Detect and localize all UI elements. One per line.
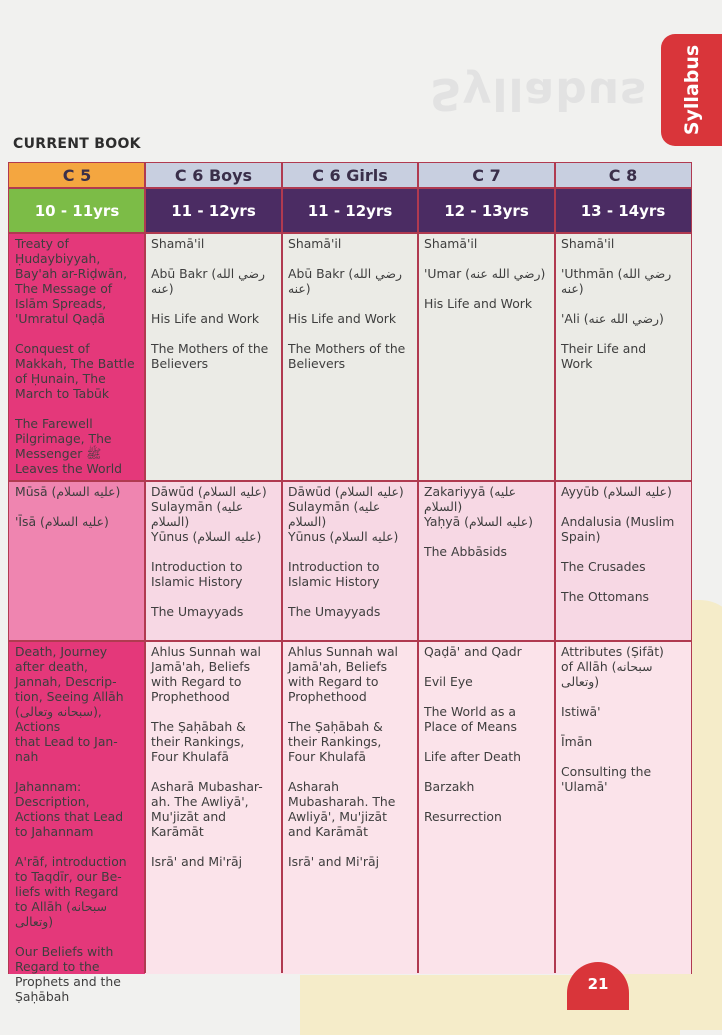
topic-item: The Ṣaḥābah & their Rankings, Four Khulafā — [151, 719, 246, 764]
topic-item: Isrā' and Mi'rāj — [288, 854, 380, 869]
topic-item: Dāwūd (عليه السلام) Sulaymān (عليه السلام) Yūnus (عليه السلام) — [288, 484, 404, 544]
topic-item: Asharah Mubasharah. The Awliyā', Mu'jizāt and Karāmāt — [288, 779, 396, 839]
age-header: 12 - 13yrs — [418, 188, 555, 233]
topic-item: Shamā'il — [561, 236, 615, 251]
syllabus-cell — [282, 481, 418, 641]
syllabus-table — [8, 162, 692, 1004]
topic-item: 'Ali (رضي الله عنه) — [561, 311, 664, 326]
topic-item: The Umayyads — [151, 604, 244, 619]
topic-item: Barzakh — [424, 779, 475, 794]
topic-item: Our Beliefs with Regard to the Prophets and the Ṣaḥābah — [15, 944, 121, 1004]
row-divider — [9, 640, 691, 642]
column-header: C 6 Girls — [282, 163, 418, 188]
syllabus-cell — [418, 641, 555, 974]
topic-item: Ayyūb (عليه السلام) — [561, 484, 672, 499]
topic-item: The Ottomans — [561, 589, 650, 604]
topic-item: Qaḍā' and Qadr — [424, 644, 522, 659]
topic-item: 'Īsā (عليه السلام) — [15, 514, 109, 529]
topic-item: Consulting the 'Ulamā' — [561, 764, 652, 794]
topic-item: His Life and Work — [288, 311, 397, 326]
syllabus-cell — [282, 641, 418, 974]
topic-item: The Ṣaḥābah & their Rankings, Four Khulafā — [288, 719, 383, 764]
column-divider — [554, 163, 556, 973]
topic-item: The Mothers of the Believers — [288, 341, 406, 371]
column-divider — [417, 163, 419, 973]
topic-item: Their Life and Work — [561, 341, 647, 371]
topic-item: Abū Bakr (رضي الله عنه) — [151, 266, 266, 296]
topic-item: A'rāf, introduction to Taqdīr, our Be- liefs with Regard to Allāh (سبحانه وتعالى) — [15, 854, 127, 929]
topic-item: The World as a Place of Means — [424, 704, 517, 734]
topic-item: Ahlus Sunnah wal Jamā'ah, Beliefs with Regard to Prophethood — [151, 644, 261, 704]
syllabus-cell — [9, 641, 145, 1004]
topic-item: Ahlus Sunnah wal Jamā'ah, Beliefs with Regard to Prophethood — [288, 644, 398, 704]
side-tab — [661, 34, 722, 146]
syllabus-cell — [9, 233, 145, 481]
topic-item: Abū Bakr (رضي الله عنه) — [288, 266, 403, 296]
syllabus-cell — [418, 481, 555, 641]
ghost-title: Syllabus — [430, 68, 648, 119]
topic-item: Asharā Mubashar- ah. The Awliyā', Mu'jizāt and Karāmāt — [151, 779, 263, 839]
topic-item: Evil Eye — [424, 674, 473, 689]
topic-item: His Life and Work — [424, 296, 533, 311]
topic-item: His Life and Work — [151, 311, 260, 326]
row-divider — [9, 232, 691, 234]
topic-item: Attributes (Ṣifāt) of Allāh (سبحانه وتعالى) — [561, 644, 664, 689]
age-header: 10 - 11yrs — [9, 188, 145, 233]
topic-item: Death, Journey after death, Jannah, Descrip- tion, Seeing Allāh (سبحانه وتعالى), Actions that Lead to Jan- nah — [15, 644, 124, 764]
topic-item: Mūsā (عليه السلام) — [15, 484, 121, 499]
age-header: 13 - 14yrs — [555, 188, 691, 233]
topic-item: Jahannam: Description, Actions that Lead to Jahannam — [15, 779, 124, 839]
column-header: C 6 Boys — [145, 163, 282, 188]
topic-item: Resurrection — [424, 809, 502, 824]
topic-item: Shamā'il — [151, 236, 205, 251]
syllabus-cell — [555, 481, 691, 641]
syllabus-cell — [145, 641, 282, 974]
column-header: C 8 — [555, 163, 691, 188]
syllabus-cell — [418, 233, 555, 481]
topic-item: Istiwā' — [561, 704, 601, 719]
row-divider — [9, 187, 691, 189]
topic-item: Dāwūd (عليه السلام) Sulaymān (عليه السلام) Yūnus (عليه السلام) — [151, 484, 267, 544]
topic-item: The Abbāsids — [424, 544, 508, 559]
topic-item: Shamā'il — [288, 236, 342, 251]
row-divider — [9, 480, 691, 482]
age-header: 11 - 12yrs — [282, 188, 418, 233]
column-header: C 5 — [9, 163, 145, 188]
topic-item: Andalusia (Muslim Spain) — [561, 514, 675, 544]
topic-item: 'Umar (رضي الله عنه) — [424, 266, 546, 281]
age-header: 11 - 12yrs — [145, 188, 282, 233]
syllabus-cell — [555, 641, 691, 974]
topic-item: Life after Death — [424, 749, 521, 764]
topic-item: 'Uthmān (رضي الله عنه) — [561, 266, 672, 296]
topic-item: Īmān — [561, 734, 593, 749]
topic-item: Introduction to Islamic History — [151, 559, 243, 589]
topic-item: Isrā' and Mi'rāj — [151, 854, 243, 869]
syllabus-cell — [9, 481, 145, 641]
syllabus-cell — [282, 233, 418, 481]
syllabus-cell — [555, 233, 691, 481]
section-heading: CURRENT BOOK — [13, 136, 141, 152]
column-divider — [144, 163, 146, 973]
topic-item: Conquest of Makkah, The Battle of Ḥunain, The March to Tabūk — [15, 341, 135, 401]
topic-item: Treaty of Ḥudaybiyyah, Bay'ah ar-Riḍwān, The Message of Islām Spreads, 'Umratul Qaḍā — [15, 236, 128, 326]
topic-item: The Crusades — [561, 559, 646, 574]
topic-item: The Mothers of the Believers — [151, 341, 269, 371]
topic-item: Shamā'il — [424, 236, 478, 251]
column-divider — [281, 163, 283, 973]
page-number: 21 — [567, 962, 629, 1010]
side-tab-label: Syllabus — [681, 44, 703, 136]
topic-item: Zakariyyā (عليه السلام) Yaḥyā (عليه السلام) — [424, 484, 534, 529]
topic-item: The Umayyads — [288, 604, 381, 619]
column-header: C 7 — [418, 163, 555, 188]
topic-item: Introduction to Islamic History — [288, 559, 380, 589]
syllabus-cell — [145, 481, 282, 641]
topic-item: The Farewell Pilgrimage, The Messenger ﷺ Leaves the World — [15, 416, 123, 476]
syllabus-cell — [145, 233, 282, 481]
